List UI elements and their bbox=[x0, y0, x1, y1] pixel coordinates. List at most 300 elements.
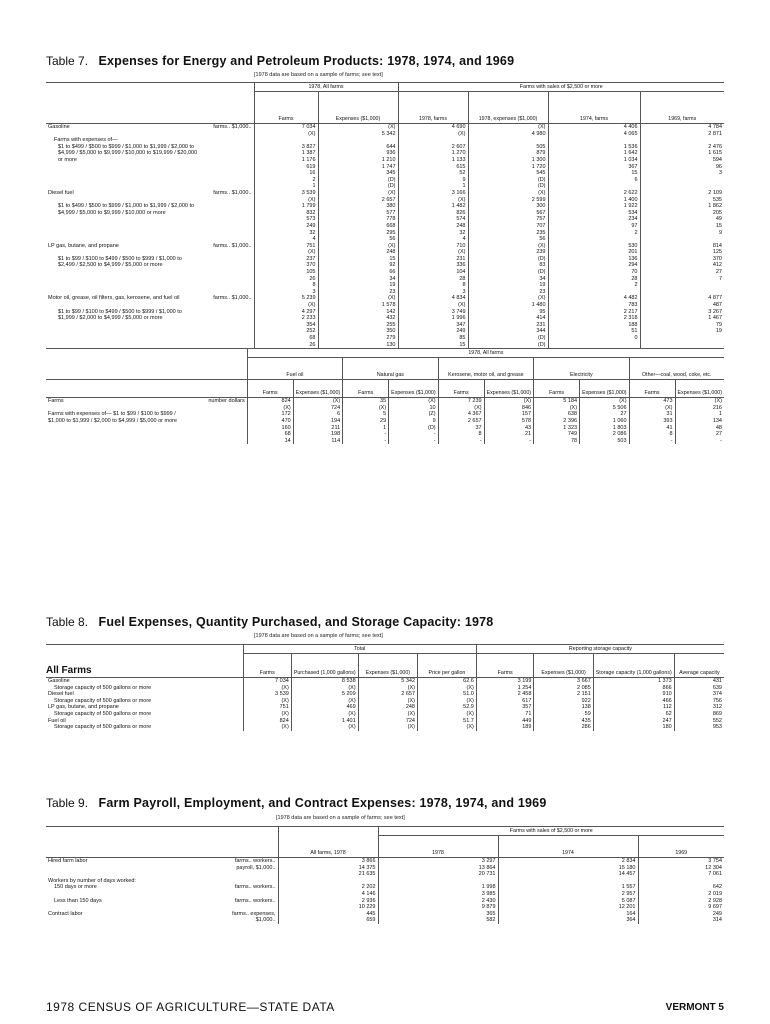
value-cell: 617 bbox=[476, 698, 534, 705]
value-cell: (X) bbox=[291, 698, 358, 705]
value-cell: 136 294 70 28 2 bbox=[548, 256, 640, 296]
t7-col-natgas: Natural gas bbox=[343, 358, 438, 380]
value-cell: 7 034 bbox=[243, 678, 291, 685]
value-cell: 756 bbox=[674, 698, 724, 705]
value-cell: (X) 724 bbox=[293, 398, 342, 412]
value-cell: 51.0 bbox=[418, 691, 477, 698]
value-cell bbox=[640, 137, 724, 144]
row-label: Workers by number of days worked: bbox=[48, 877, 136, 884]
row-label: LP gas, butane, and propane bbox=[48, 704, 119, 711]
value-cell: 4 877 487 bbox=[640, 295, 724, 308]
row-label: Storage capacity of 500 gallons or more bbox=[54, 684, 152, 691]
value-cell bbox=[278, 878, 378, 885]
value-cell: 2 936 10 229 bbox=[278, 898, 378, 911]
value-cell: 1 401 bbox=[291, 718, 358, 725]
subcol-expenses: Expenses ($1,000) bbox=[580, 380, 629, 398]
value-cell: 2 458 bbox=[476, 691, 534, 698]
row-label: Motor oil, grease, oil filters, gas, kerosene, and fuel oil bbox=[48, 295, 180, 302]
value-cell: 35 (X) bbox=[343, 398, 389, 412]
value-cell: (Z) 9 (D) - - bbox=[389, 411, 438, 444]
row-unit: farms.. workers.. bbox=[234, 884, 276, 891]
row-label-cell bbox=[46, 685, 243, 692]
value-cell: 814 125 bbox=[640, 243, 724, 256]
value-cell: 3 166 (X) bbox=[398, 190, 468, 203]
value-cell: (X) bbox=[418, 711, 477, 718]
value-cell: (X) 5 342 bbox=[318, 124, 398, 138]
value-cell: 469 bbox=[291, 704, 358, 711]
value-cell: 247 bbox=[593, 718, 674, 725]
value-cell: 1 134 48 27 - bbox=[675, 411, 724, 444]
table-row bbox=[46, 190, 724, 203]
value-cell: 505 879 1 300 1 720 545 (D) (D) bbox=[468, 144, 548, 190]
table-row bbox=[46, 124, 724, 138]
row-label-cell bbox=[46, 256, 254, 296]
value-cell: 445 659 bbox=[278, 911, 378, 924]
value-cell: 642 2 019 bbox=[638, 884, 724, 897]
row-label: Gasoline bbox=[48, 124, 70, 130]
value-cell: 3 754 12 304 7 061 bbox=[638, 858, 724, 878]
row-label: Diesel fuel bbox=[48, 189, 74, 196]
row-unit: farms.. workers.. bbox=[234, 897, 276, 904]
value-cell: 248 bbox=[358, 704, 417, 711]
row-label: Less than 150 days bbox=[54, 897, 102, 904]
value-cell: 5 087 12 201 bbox=[498, 898, 638, 911]
value-cell: 312 bbox=[674, 704, 724, 711]
row-unit: farms.. $1,000.. bbox=[213, 189, 252, 196]
value-cell: (X) bbox=[418, 724, 477, 731]
value-cell bbox=[378, 878, 498, 885]
t7-sub-head: 1978, All farms bbox=[247, 349, 724, 358]
value-cell: 1 922 534 234 97 2 bbox=[548, 203, 640, 243]
value-cell: 180 bbox=[593, 724, 674, 731]
value-cell: (X) 4 980 bbox=[468, 124, 548, 138]
row-unit: farms.. expenses, $1,000.. bbox=[232, 910, 276, 924]
value-cell: (X) 248 bbox=[318, 243, 398, 256]
table7 bbox=[46, 82, 724, 444]
value-cell: 3 539 (X) bbox=[254, 190, 318, 203]
col-header: Farms bbox=[243, 654, 291, 678]
value-cell: (X) 5 506 bbox=[580, 398, 629, 412]
value-cell: 51.7 bbox=[418, 718, 477, 725]
value-cell bbox=[254, 137, 318, 144]
value-cell: 2 085 bbox=[534, 685, 593, 692]
row-label-cell bbox=[46, 411, 247, 444]
subcol-farms: Farms bbox=[629, 380, 675, 398]
subcol-expenses: Expenses ($1,000) bbox=[675, 380, 724, 398]
value-cell: 1 482 826 574 248 32 4 bbox=[398, 203, 468, 243]
row-label: Fuel oil bbox=[48, 717, 66, 724]
value-cell: 2 202 4 146 bbox=[278, 884, 378, 897]
table-row bbox=[46, 309, 724, 349]
value-cell: 71 bbox=[476, 711, 534, 718]
value-cell: 710 (X) bbox=[398, 243, 468, 256]
value-cell: 431 bbox=[674, 678, 724, 685]
value-cell: 1 799 832 573 249 32 4 bbox=[254, 203, 318, 243]
value-cell: (X) 2 657 bbox=[318, 190, 398, 203]
table9-number: Table 9. bbox=[46, 796, 89, 810]
row-label: $1 to $99 / $100 to $499 / $500 to $999 / $1,000 to $2,499 / $2,500 to $4,999 / $5,000 or more bbox=[58, 255, 182, 269]
value-cell: (X) bbox=[243, 711, 291, 718]
value-cell: 751 (X) bbox=[254, 243, 318, 256]
table-row bbox=[46, 718, 724, 725]
value-cell: (X) 2 599 bbox=[468, 190, 548, 203]
value-cell bbox=[318, 137, 398, 144]
table-row bbox=[46, 711, 724, 718]
table7-number: Table 7. bbox=[46, 54, 89, 68]
value-cell: 869 bbox=[674, 711, 724, 718]
table9 bbox=[46, 826, 724, 924]
value-cell: 824 bbox=[243, 718, 291, 725]
value-cell: (X) bbox=[291, 685, 358, 692]
value-cell: (X) bbox=[291, 724, 358, 731]
value-cell: 52.9 bbox=[418, 704, 477, 711]
table9-note: [1978 data are based on a sample of farms; see text] bbox=[276, 815, 405, 821]
subcol-expenses: Expenses ($1,000) bbox=[389, 380, 438, 398]
t7-col-78farms: 1978, farms bbox=[398, 92, 468, 124]
value-cell: 374 bbox=[674, 691, 724, 698]
value-cell: 3 539 bbox=[243, 691, 291, 698]
col-header: Purchased (1,000 gallons) bbox=[291, 654, 358, 678]
table-row bbox=[46, 878, 724, 885]
value-cell: 286 bbox=[534, 724, 593, 731]
value-cell: 4 834 (X) bbox=[398, 295, 468, 308]
row-label: 150 days or more bbox=[54, 884, 97, 891]
value-cell: 2 657 bbox=[358, 691, 417, 698]
value-cell bbox=[398, 137, 468, 144]
value-cell: 910 bbox=[593, 691, 674, 698]
subcol-expenses: Expenses ($1,000) bbox=[484, 380, 533, 398]
row-unit: number dollars bbox=[208, 398, 245, 405]
value-cell: (X) bbox=[358, 685, 417, 692]
table7-title: Expenses for Energy and Petroleum Products: 1978, 1974, and 1969 bbox=[98, 54, 515, 68]
subcol-farms: Farms bbox=[534, 380, 580, 398]
col-header: Expenses ($1,000) bbox=[534, 654, 593, 678]
value-cell: 112 bbox=[593, 704, 674, 711]
value-cell: 249 314 bbox=[638, 911, 724, 924]
value-cell bbox=[498, 878, 638, 885]
row-label-cell bbox=[46, 911, 278, 924]
row-label-cell bbox=[46, 144, 254, 190]
t7-col-fueloil: Fuel oil bbox=[247, 358, 342, 380]
table8-side-label: All Farms bbox=[46, 665, 92, 676]
value-cell: (X) 1 578 bbox=[318, 295, 398, 308]
value-cell: 142 432 255 350 279 130 bbox=[318, 309, 398, 349]
table8-heading bbox=[46, 613, 493, 631]
row-label: Storage capacity of 500 gallons or more bbox=[54, 697, 152, 704]
value-cell: 1 862 205 49 15 9 bbox=[640, 203, 724, 243]
value-cell: (X) bbox=[291, 711, 358, 718]
value-cell: 530 201 bbox=[548, 243, 640, 256]
footer-right: VERMONT 5 bbox=[665, 1002, 724, 1013]
value-cell: (X) bbox=[243, 698, 291, 705]
t9-col-69: 1969 bbox=[638, 836, 724, 858]
value-cell: 953 bbox=[674, 724, 724, 731]
row-label-cell bbox=[46, 203, 254, 243]
row-label-cell bbox=[46, 295, 254, 308]
value-cell: 2 928 9 697 bbox=[638, 898, 724, 911]
value-cell: 8 538 bbox=[291, 678, 358, 685]
t8-head-rep: Reporting storage capacity bbox=[476, 645, 724, 654]
table-row bbox=[46, 911, 724, 924]
value-cell: 5 209 bbox=[291, 691, 358, 698]
value-cell: 4 784 2 871 bbox=[640, 124, 724, 138]
table7-heading bbox=[46, 52, 514, 70]
row-label-cell bbox=[46, 124, 254, 138]
col-header: Farms bbox=[476, 654, 534, 678]
table-row bbox=[46, 256, 724, 296]
value-cell: (X) bbox=[358, 698, 417, 705]
row-label-cell bbox=[46, 724, 243, 731]
value-cell: 751 bbox=[243, 704, 291, 711]
row-label-cell bbox=[46, 309, 254, 349]
table-row bbox=[46, 685, 724, 692]
value-cell: 237 370 105 26 8 3 bbox=[254, 256, 318, 296]
value-cell: (X) 846 bbox=[484, 398, 533, 412]
value-cell: 2 109 535 bbox=[640, 190, 724, 203]
value-cell: (X) 10 bbox=[389, 398, 438, 412]
col-header: Price per gallon bbox=[418, 654, 477, 678]
table-row bbox=[46, 698, 724, 705]
value-cell: 5 184 (X) bbox=[534, 398, 580, 412]
value-cell: 3 667 bbox=[534, 678, 593, 685]
row-label: Contract labor bbox=[48, 910, 83, 917]
row-label: Storage capacity of 500 gallons or more bbox=[54, 710, 152, 717]
row-label-cell bbox=[46, 858, 278, 878]
value-cell: 3 297 13 864 20 731 bbox=[378, 858, 498, 878]
value-cell: (X) 239 bbox=[468, 243, 548, 256]
value-cell: 95 414 231 344 (D) (D) bbox=[468, 309, 548, 349]
value-cell: 4 690 (X) bbox=[398, 124, 468, 138]
value-cell: 5 29 1 - - bbox=[343, 411, 389, 444]
value-cell: 4 297 2 233 354 252 68 26 bbox=[254, 309, 318, 349]
value-cell: 2 834 15 180 14 457 bbox=[498, 858, 638, 878]
value-cell: 866 bbox=[593, 685, 674, 692]
row-unit: farms.. workers.. payroll, $1,000.. bbox=[234, 858, 276, 871]
value-cell: 1 536 1 642 1 034 367 15 6 bbox=[548, 144, 640, 190]
value-cell: 922 bbox=[534, 698, 593, 705]
value-cell: 4 367 2 657 37 8 - bbox=[438, 411, 484, 444]
col-header: Expenses ($1,000) bbox=[358, 654, 417, 678]
value-cell bbox=[468, 137, 548, 144]
row-label: Diesel fuel bbox=[48, 691, 74, 698]
row-label: Farms with expenses of— $1 to $99 / $100 to $999 / $1,000 to $1,999 / $2,000 to $4,999 / $5,000 or more bbox=[48, 411, 178, 424]
row-label: $1 to $499 / $500 to $999 / $1,000 to $1,999 / $2,000 to $4,999 / $5,000 to $9,999 / $10,000 to $19,999 / $20,000 or more bbox=[58, 143, 198, 163]
subcol-farms: Farms bbox=[438, 380, 484, 398]
value-cell: 7 034 (X) bbox=[254, 124, 318, 138]
value-cell: 638 2 396 1 323 749 78 bbox=[534, 411, 580, 444]
value-cell: (X) bbox=[243, 724, 291, 731]
value-cell bbox=[548, 137, 640, 144]
row-label-cell bbox=[46, 878, 278, 885]
row-label: Hired farm labor bbox=[48, 858, 88, 864]
t9-col-74: 1974 bbox=[498, 836, 638, 858]
value-cell: 639 bbox=[674, 685, 724, 692]
t7-col-69: 1969, farms bbox=[640, 92, 724, 124]
row-label-cell bbox=[46, 190, 254, 203]
row-unit: farms.. $1,000.. bbox=[213, 295, 252, 302]
row-label: $1 to $99 / $100 to $499 / $500 to $999 / $1,000 to $1,999 / $2,000 to $4,999 / $5,000 or more bbox=[58, 308, 182, 322]
value-cell bbox=[638, 878, 724, 885]
value-cell: 1 998 3 985 bbox=[378, 884, 498, 897]
value-cell: 449 bbox=[476, 718, 534, 725]
table-row bbox=[46, 898, 724, 911]
table8-title: Fuel Expenses, Quantity Purchased, and Storage Capacity: 1978 bbox=[98, 615, 494, 629]
value-cell: 3 199 bbox=[476, 678, 534, 685]
table-row bbox=[46, 704, 724, 711]
value-cell: 2 151 bbox=[534, 691, 593, 698]
value-cell: 7 239 (X) bbox=[438, 398, 484, 412]
row-label-cell bbox=[46, 704, 243, 711]
table-row bbox=[46, 884, 724, 897]
t7-col-farms: Farms bbox=[254, 92, 318, 124]
t7-col-electricity: Electricity bbox=[534, 358, 629, 380]
value-cell: 1 557 2 957 bbox=[498, 884, 638, 897]
value-cell: 189 bbox=[476, 724, 534, 731]
row-unit: farms.. $1,000.. bbox=[213, 242, 252, 249]
value-cell: (X) 1 480 bbox=[468, 295, 548, 308]
t7-head-all: 1978, All farms bbox=[254, 83, 398, 92]
value-cell: 27 1 060 1 803 2 086 503 bbox=[580, 411, 629, 444]
value-cell: 824 (X) bbox=[247, 398, 293, 412]
row-label-cell bbox=[46, 398, 247, 412]
row-label-cell bbox=[46, 884, 278, 897]
t7-col-kerosene: Kerosene, motor oil, and grease bbox=[438, 358, 533, 380]
value-cell: 164 364 bbox=[498, 911, 638, 924]
table7-upper bbox=[46, 82, 724, 348]
t7-head-sales: Farms with sales of $2,500 or more bbox=[398, 83, 724, 92]
subcol-farms: Farms bbox=[343, 380, 389, 398]
value-cell: 435 bbox=[534, 718, 593, 725]
subcol-expenses: Expenses ($1,000) bbox=[293, 380, 342, 398]
value-cell: 724 bbox=[358, 718, 417, 725]
t7-col-exp: Expenses ($1,000) bbox=[318, 92, 398, 124]
value-cell: 357 bbox=[476, 704, 534, 711]
value-cell: 2 607 1 270 1 133 615 52 9 1 bbox=[398, 144, 468, 190]
value-cell: 172 470 160 68 14 bbox=[247, 411, 293, 444]
row-label: LP gas, butane, and propane bbox=[48, 242, 119, 249]
footer-left: 1978 CENSUS OF AGRICULTURE—STATE DATA bbox=[46, 1000, 335, 1014]
value-cell: 4 482 783 bbox=[548, 295, 640, 308]
value-cell: 59 bbox=[534, 711, 593, 718]
value-cell: 552 bbox=[674, 718, 724, 725]
t7-col-other: Other—coal, wood, coke, etc. bbox=[629, 358, 724, 380]
row-label: Farms bbox=[48, 398, 64, 405]
table-row bbox=[46, 678, 724, 685]
table8 bbox=[46, 644, 724, 731]
value-cell: 3 267 1 467 79 19 bbox=[640, 309, 724, 349]
row-label-cell bbox=[46, 718, 243, 725]
value-cell: (X) bbox=[358, 711, 417, 718]
value-cell: 1 254 bbox=[476, 685, 534, 692]
table-row bbox=[46, 295, 724, 308]
table8-number: Table 8. bbox=[46, 615, 89, 629]
table-row bbox=[46, 243, 724, 256]
t7-col-74: 1974, farms bbox=[548, 92, 640, 124]
value-cell: (X) bbox=[418, 685, 477, 692]
value-cell: (X) bbox=[243, 685, 291, 692]
row-label: Farms with expenses of— bbox=[54, 137, 118, 144]
value-cell: 6 194 211 198 114 bbox=[293, 411, 342, 444]
value-cell: 138 bbox=[534, 704, 593, 711]
table-row bbox=[46, 398, 724, 412]
table9-heading bbox=[46, 794, 547, 812]
t9-head-sales: Farms with sales of $2,500 or more bbox=[378, 827, 724, 836]
table9-grid bbox=[46, 826, 724, 924]
table7-lower bbox=[46, 348, 724, 444]
value-cell: 2 430 9 879 bbox=[378, 898, 498, 911]
row-label-cell bbox=[46, 898, 278, 911]
t9-col-78: 1978 bbox=[378, 836, 498, 858]
value-cell: 2 476 1 615 594 96 3 bbox=[640, 144, 724, 190]
value-cell: 5 342 bbox=[358, 678, 417, 685]
table8-grid bbox=[46, 644, 724, 731]
value-cell: 644 936 1 210 1 747 345 (D) (D) bbox=[318, 144, 398, 190]
value-cell: (D) 83 (D) 34 19 23 bbox=[468, 256, 548, 296]
value-cell: 300 567 757 707 235 56 bbox=[468, 203, 548, 243]
row-unit: farms.. $1,000.. bbox=[213, 124, 252, 130]
value-cell: (X) bbox=[418, 698, 477, 705]
value-cell: 473 (X) bbox=[629, 398, 675, 412]
t7-col-78exp: 1978, expenses ($1,000) bbox=[468, 92, 548, 124]
value-cell: 2 622 1 400 bbox=[548, 190, 640, 203]
row-label-cell bbox=[46, 243, 254, 256]
table7-note: [1978 data are based on a sample of farms; see text] bbox=[254, 72, 383, 78]
value-cell: 62.6 bbox=[418, 678, 477, 685]
value-cell: 3 749 1 996 347 249 85 15 bbox=[398, 309, 468, 349]
table8-note: [1978 data are based on a sample of farms; see text] bbox=[254, 633, 383, 639]
row-label-cell bbox=[46, 691, 243, 698]
row-label-cell bbox=[46, 678, 243, 685]
table-row bbox=[46, 144, 724, 190]
row-label-cell bbox=[46, 698, 243, 705]
table-row bbox=[46, 203, 724, 243]
t9-col-all: All farms, 1978 bbox=[278, 836, 378, 858]
value-cell: 31 393 41 8 - bbox=[629, 411, 675, 444]
row-label-cell bbox=[46, 137, 254, 144]
t8-head-total: Total bbox=[243, 645, 476, 654]
subcol-farms: Farms bbox=[247, 380, 293, 398]
table-row bbox=[46, 724, 724, 731]
value-cell: 5 239 (X) bbox=[254, 295, 318, 308]
value-cell: 380 577 778 668 295 56 bbox=[318, 203, 398, 243]
value-cell: 370 412 27 7 bbox=[640, 256, 724, 296]
table-row bbox=[46, 691, 724, 698]
table-row bbox=[46, 137, 724, 144]
table-row bbox=[46, 858, 724, 878]
value-cell: 2 217 2 318 188 51 0 bbox=[548, 309, 640, 349]
value-cell: 62 bbox=[593, 711, 674, 718]
row-label: Gasoline bbox=[48, 678, 70, 684]
col-header: Average capacity bbox=[674, 654, 724, 678]
value-cell: 231 336 104 28 8 3 bbox=[398, 256, 468, 296]
value-cell: 3 827 1 387 1 176 619 16 2 1 bbox=[254, 144, 318, 190]
table-row bbox=[46, 411, 724, 444]
value-cell: 466 bbox=[593, 698, 674, 705]
row-label: Storage capacity of 500 gallons or more bbox=[54, 724, 152, 731]
value-cell: 4 406 4 065 bbox=[548, 124, 640, 138]
value-cell: (X) bbox=[358, 724, 417, 731]
value-cell: 157 578 43 21 - bbox=[484, 411, 533, 444]
row-label: $1 to $499 / $500 to $999 / $1,000 to $1,999 / $2,000 to $4,999 / $5,000 to $9,999 / $10,000 or more bbox=[58, 203, 195, 216]
value-cell: (X) 216 bbox=[675, 398, 724, 412]
value-cell: 365 582 bbox=[378, 911, 498, 924]
value-cell: 1 373 bbox=[593, 678, 674, 685]
table9-title: Farm Payroll, Employment, and Contract Expenses: 1978, 1974, and 1969 bbox=[98, 796, 547, 810]
row-label-cell bbox=[46, 711, 243, 718]
value-cell: 3 866 14 375 21 635 bbox=[278, 858, 378, 878]
value-cell: 15 92 66 34 19 23 bbox=[318, 256, 398, 296]
col-header: Storage capacity (1,000 gallons) bbox=[593, 654, 674, 678]
